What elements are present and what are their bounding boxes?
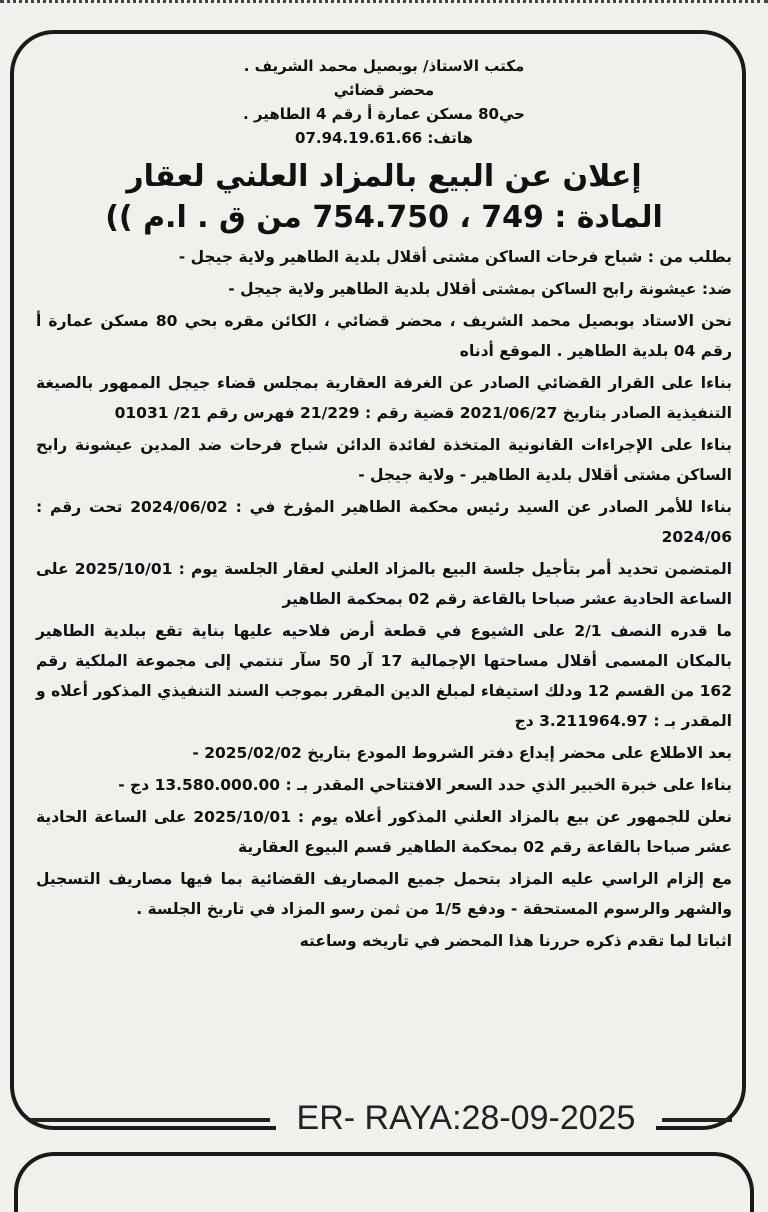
footer-rule-left (30, 1118, 270, 1122)
footer-rule-right (662, 1118, 732, 1122)
paragraph-closing: اثباتا لما تقدم ذكره حررنا هذا المحضر في تاريخه وساعته (299, 932, 732, 950)
paragraph-court-decision: بناءا على القرار القضائي الصادر عن الغرفة العقارية بمجلس قضاء جيجل الممهور بالصيغة التنفيذية الصادر بتاريخ 2021/06/27 قضية رقم : 21/229 فهرس رقم 21/ 01031 (36, 374, 732, 422)
notice-title: إعلان عن البيع بالمزاد العلني لعقار (126, 159, 642, 194)
paragraph-legal-procedures: بناءا على الإجراءات القانونية المتخذة لفائدة الدائن شباح فرحات ضد المدين عيشونة رابح الساكن مشتى أقلال بلدية الطاهير - ولاية جيجل - (36, 436, 732, 484)
paragraph-bailiff: نحن الاستاد بوبصيل محمد الشريف ، محضر قضائي ، الكائن مقره بحي 80 مسكن عمارة أ رقم 04 بلدية الطاهير . الموقع أدناه (36, 312, 732, 360)
paragraph-requester: بطلب من : شباح فرحات الساكن مشتى أقلال بلدية الطاهير ولاية جيجل - (178, 248, 732, 266)
publication-tag: ER- RAYA:28-09-2025 (276, 1096, 656, 1140)
paragraph-buyer-obligations: مع إلزام الراسي عليه المزاد بتحمل جميع المصاريف القضائية بما فيها مصاريف التسجيل والشهر والرسوم المستحقة - ودفع 1/5 من ثمن رسو المزاد في تاريخ الجلسة . (36, 870, 732, 918)
notice-subtitle: المادة : 749 ، 754.750 من ق . ا.م )) (105, 200, 663, 235)
paragraph-opening-price: بناءا على خبرة الخبير الذي حدد السعر الافتتاحي المقدر بـ : 13.580.000.00 دج - (118, 776, 732, 794)
paragraph-conditions-deposit: بعد الاطلاع على محضر إيداع دفتر الشروط المودع بتاريخ 2025/02/02 - (192, 744, 732, 762)
office-role: محضر قضائي (333, 81, 435, 99)
office-phone: هاتف: 07.94.19.61.66 (295, 129, 473, 147)
paragraph-public-announcement: نعلن للجمهور عن بيع بالمزاد العلني المذكور أعلاه يوم : 2025/10/01 على الساعة الحادية عشر صباحا بالقاعة رقم 02 بمحكمة الطاهير قسم البيوع العقارية (36, 808, 732, 856)
paragraph-session-date: المتضمن تحديد أمر بتأجيل جلسة البيع بالمزاد العلني لعقار الجلسة يوم : 2025/10/01 على الساعة الحادية عشر صباحا بالقاعة رقم 02 بمحكمة الطاهير (36, 560, 732, 608)
paragraph-property-description: ما قدره النصف 2/1 على الشيوع في قطعة أرض فلاحيه عليها بناية تقع ببلدية الطاهير بالمكان المسمى أقلال مساحتها الإجمالية 17 آر 50 سآر تنتمي إلى مجموعة الملكية رقم 162 من القسم 12 ودلك استيفاء لمبلغ الدين المقرر بموجب السند التنفيذي المذكور أعلاه و المقدر بـ : 3.211964.97 دج (36, 622, 732, 730)
next-notice-frame (14, 1152, 754, 1212)
paragraph-court-order: بناءا للأمر الصادر عن السيد رئيس محكمة الطاهير المؤرخ في : 2024/06/02 تحت رقم : 2024/06 (36, 498, 732, 546)
notice-content (36, 54, 732, 956)
office-address: حي80 مسكن عمارة أ رقم 4 الطاهير . (243, 105, 525, 123)
office-name: مكتب الاستاذ/ بوبصيل محمد الشريف . (243, 57, 525, 75)
paragraph-defendant: ضد: عيشونة رابح الساكن بمشتى أقلال بلدية الطاهير ولاية جيجل - (228, 280, 732, 298)
office-header (36, 54, 732, 150)
top-dotted-border (0, 0, 768, 9)
